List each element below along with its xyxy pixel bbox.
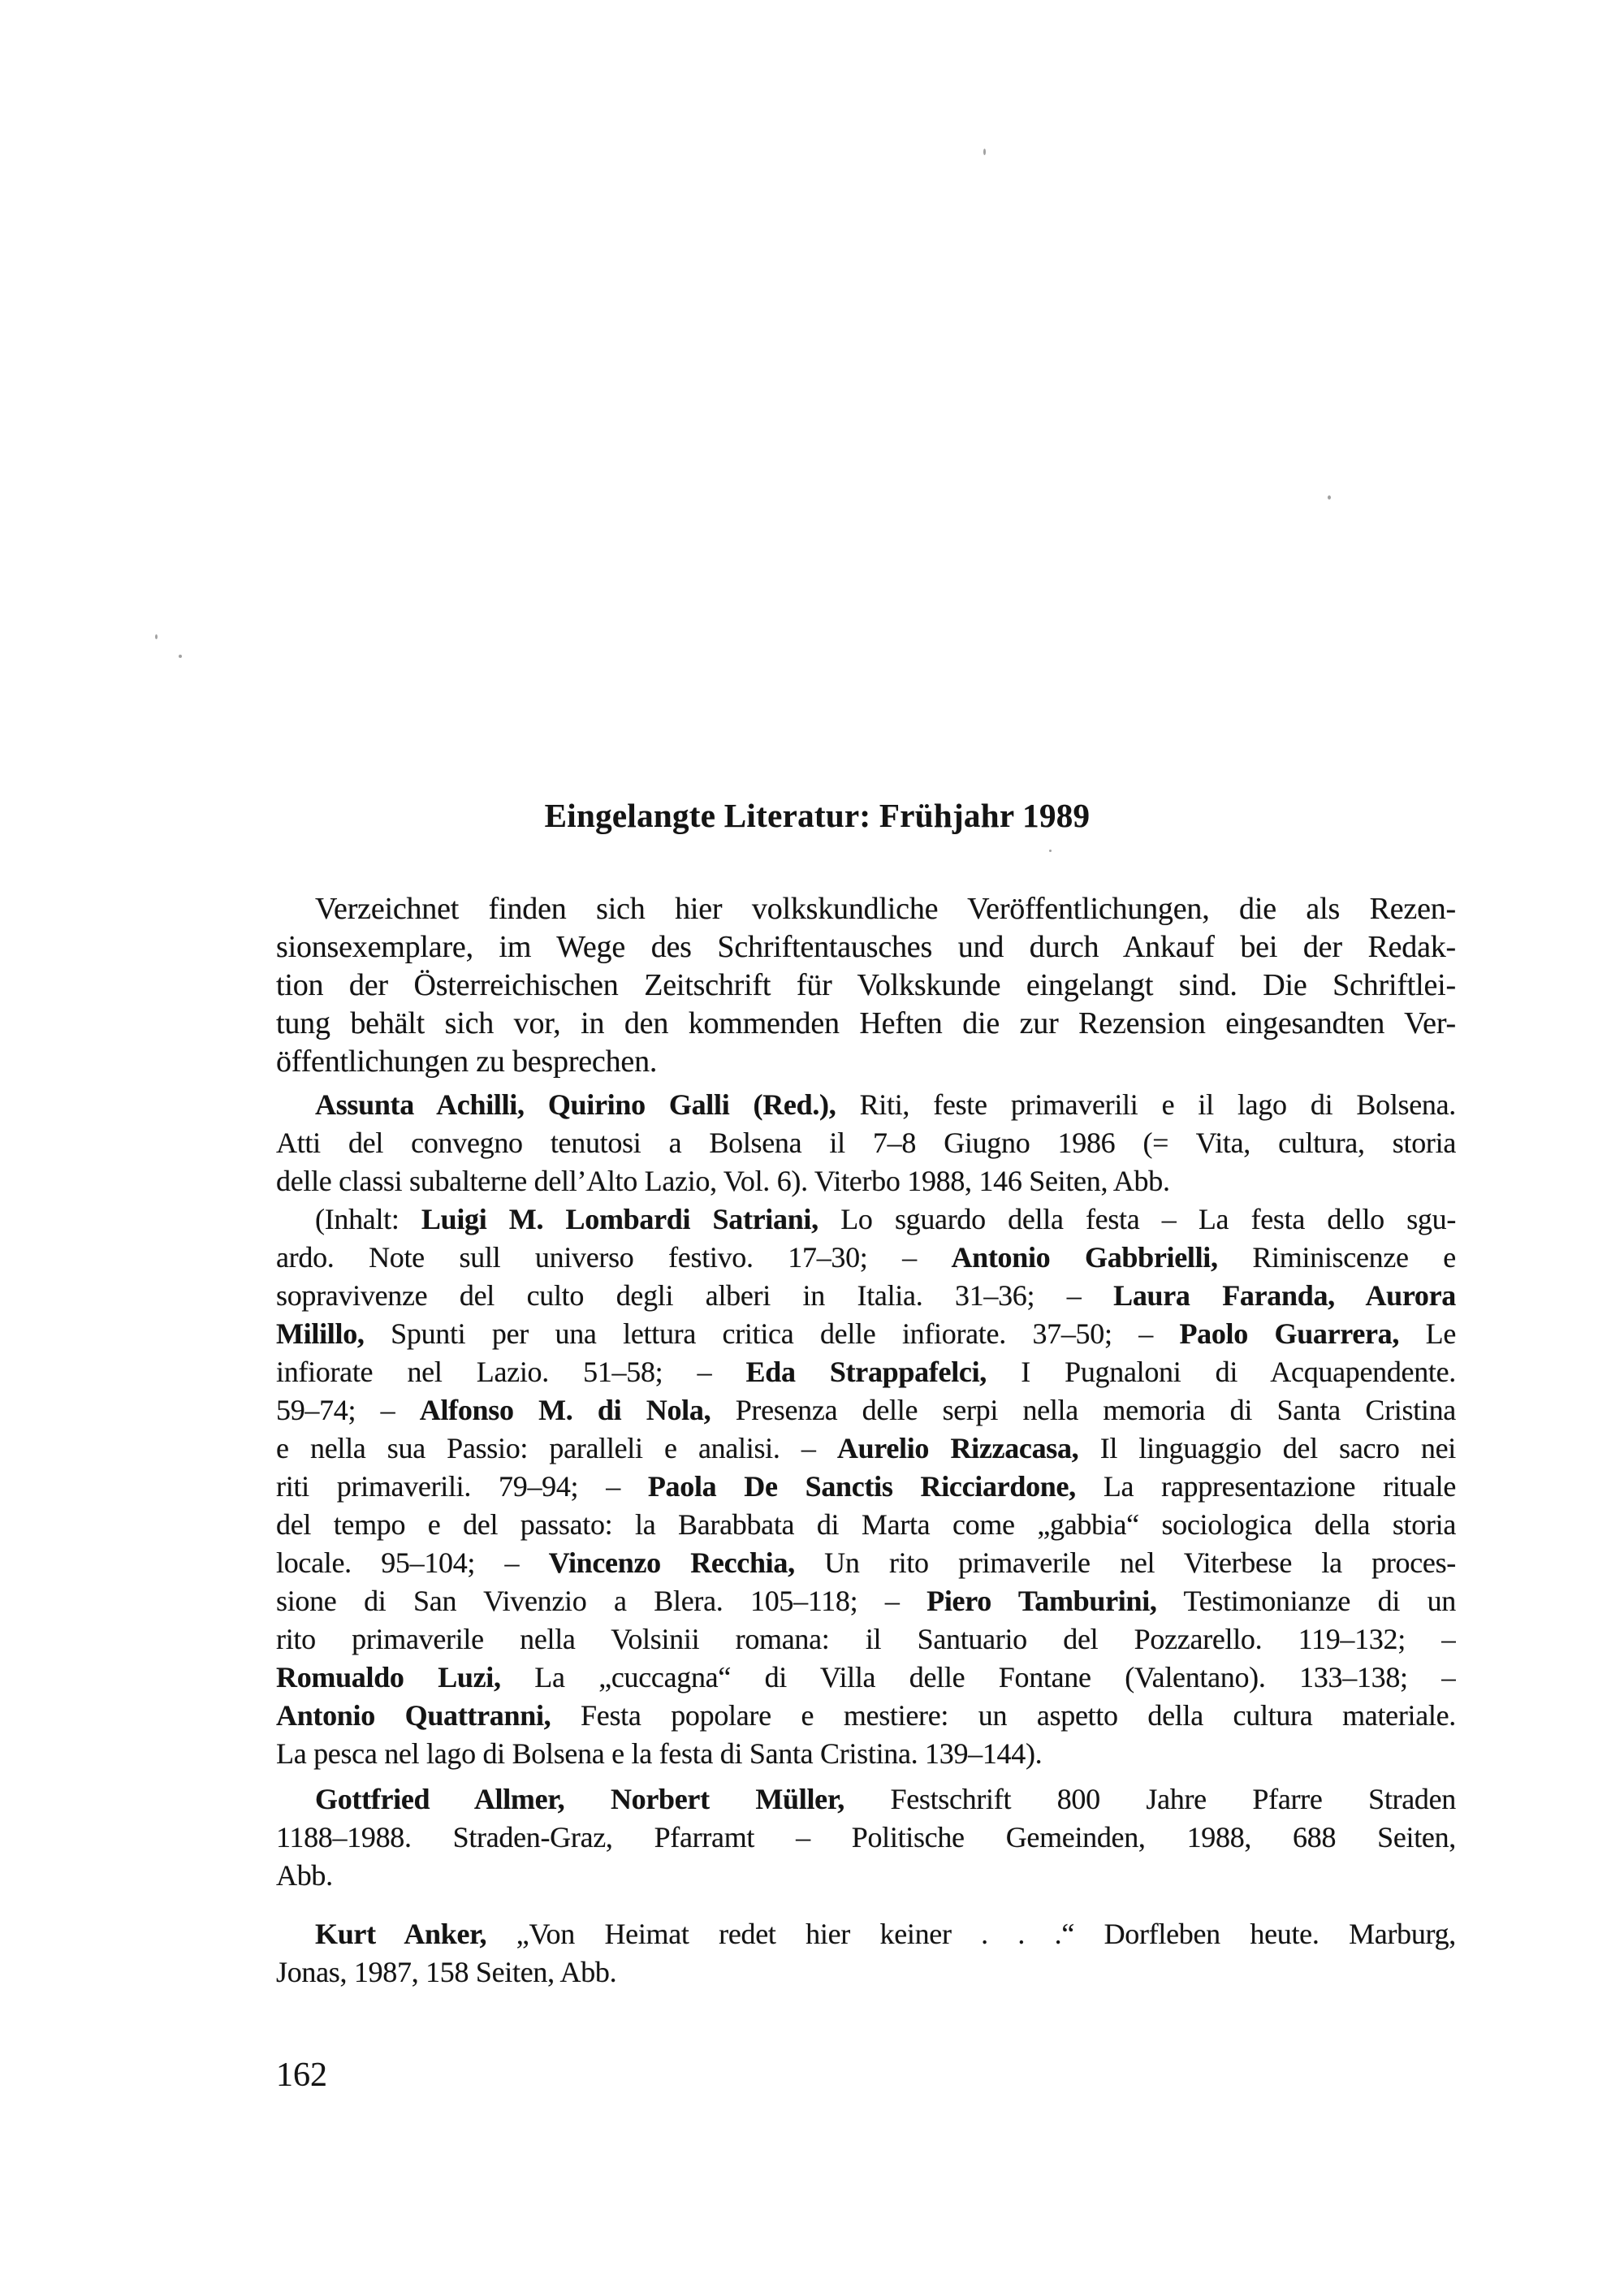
paragraph-entry-anker	[276, 1915, 1456, 1992]
text-segment: riti primaverili. 79–94; –	[276, 1470, 648, 1503]
author-name: Antonio Gabbrielli,	[951, 1241, 1218, 1274]
text-segment: del tempo e del passato: la Barabbata di Marta come „gabbia“ sociologica della storia	[276, 1508, 1456, 1541]
text-segment: sopravivenze del culto degli alberi in Italia. 31–36; –	[276, 1279, 1114, 1312]
paragraph-entry-inhalt	[276, 1200, 1456, 1773]
text-segment: Lo sguardo della festa – La festa dello sgu-	[818, 1203, 1456, 1235]
text-segment: I Pugnaloni di Acquapendente.	[986, 1356, 1456, 1388]
author-name: Laura Faranda, Aurora	[1113, 1279, 1456, 1312]
text-segment: locale. 95–104; –	[276, 1546, 549, 1579]
text-line	[276, 928, 1456, 967]
text-segment: Festschrift 800 Jahre Pfarre Straden	[844, 1783, 1456, 1815]
text-line	[276, 1697, 1456, 1735]
text-segment: tung behält sich vor, in den kommenden Heften die zur Rezension eingesandten Ver-	[276, 1006, 1456, 1040]
text-segment: öffentlichungen zu besprechen.	[276, 1045, 658, 1079]
text-segment: Il linguaggio del sacro nei	[1078, 1432, 1456, 1464]
text-segment: Atti del convegno tenutosi a Bolsena il 7–8 Giugno 1986 (= Vita, cultura, storia	[276, 1127, 1456, 1159]
text-line	[276, 1857, 1456, 1895]
text-line	[276, 1239, 1456, 1277]
author-name: Antonio Quattranni,	[276, 1699, 551, 1732]
author-name: Gottfried Allmer, Norbert Müller,	[315, 1783, 844, 1815]
text-segment: La pesca nel lago di Bolsena e la festa di Santa Cristina. 139–144).	[276, 1737, 1043, 1770]
page-number: 162	[276, 2057, 327, 2094]
text-segment: delle classi subalterne dell’Alto Lazio, Vol. 6). Viterbo 1988, 146 Seiten, Abb.	[276, 1165, 1170, 1197]
text-line	[276, 1353, 1456, 1391]
text-segment: tion der Österreichischen Zeitschrift für Volkskunde eingelangt sind. Die Schriftlei-	[276, 968, 1456, 1002]
text-segment: 1188–1988. Straden-Graz, Pfarramt – Politische Gemeinden, 1988, 688 Seiten,	[276, 1821, 1456, 1853]
text-segment: Festa popolare e mestiere: un aspetto della cultura materiale.	[551, 1699, 1456, 1732]
text-line	[276, 1124, 1456, 1162]
text-block	[276, 890, 1456, 1992]
text-line	[276, 1915, 1456, 1953]
text-segment: Jonas, 1987, 158 Seiten, Abb.	[276, 1956, 617, 1988]
paragraph-intro	[276, 890, 1456, 1081]
text-line	[276, 1468, 1456, 1506]
text-line	[276, 967, 1456, 1005]
text-line	[276, 1953, 1456, 1992]
scan-speck	[155, 634, 158, 639]
text-segment: infiorate nel Lazio. 51–58; –	[276, 1356, 746, 1388]
text-line	[276, 1086, 1456, 1124]
scan-speck	[983, 149, 986, 155]
text-line	[276, 1277, 1456, 1315]
text-segment: sione di San Vivenzio a Blera. 105–118; –	[276, 1585, 927, 1617]
text-segment: „Von Heimat redet hier keiner . . .“ Dorfleben heute. Marburg,	[486, 1918, 1456, 1950]
author-name: Alfonso M. di Nola,	[419, 1394, 711, 1426]
text-segment: 59–74; –	[276, 1394, 420, 1426]
author-name: Assunta Achilli, Quirino Galli (Red.),	[315, 1088, 836, 1121]
author-name: Milillo,	[276, 1317, 365, 1350]
text-line	[276, 1582, 1456, 1620]
text-segment: Verzeichnet finden sich hier volkskundliche Veröffentlichungen, die als Rezen-	[315, 892, 1456, 926]
text-line	[276, 1162, 1456, 1200]
text-segment: (Inhalt:	[315, 1203, 421, 1235]
author-name: Paola De Sanctis Ricciardone,	[647, 1470, 1076, 1503]
author-name: Aurelio Rizzacasa,	[836, 1432, 1079, 1464]
scan-speck	[1049, 850, 1052, 852]
author-name: Piero Tamburini,	[926, 1585, 1157, 1617]
text-line	[276, 1819, 1456, 1857]
text-line	[276, 1043, 1456, 1081]
text-line	[276, 1544, 1456, 1582]
author-name: Kurt Anker,	[315, 1918, 487, 1950]
text-line	[276, 890, 1456, 928]
text-line	[276, 1391, 1456, 1429]
text-line	[276, 1429, 1456, 1468]
author-name: Eda Strappafelci,	[745, 1356, 987, 1388]
text-segment: Spunti per una lettura critica delle infiorate. 37–50; –	[364, 1317, 1180, 1350]
text-segment: Testimonianze di un	[1156, 1585, 1456, 1617]
paragraph-entry-allmer-mueller	[276, 1780, 1456, 1895]
text-line	[276, 1200, 1456, 1239]
text-segment: Riti, feste primaverili e il lago di Bolsena.	[836, 1088, 1456, 1121]
author-name: Romualdo Luzi,	[276, 1661, 501, 1693]
author-name: Luigi M. Lombardi Satriani,	[421, 1203, 818, 1235]
text-line	[276, 1315, 1456, 1353]
text-line	[276, 1780, 1456, 1819]
text-segment: La rappresentazione rituale	[1075, 1470, 1456, 1503]
text-segment: Riminiscenze e	[1217, 1241, 1456, 1274]
text-line	[276, 1506, 1456, 1544]
text-segment: La „cuccagna“ di Villa delle Fontane (Valentano). 133–138; –	[500, 1661, 1456, 1693]
text-segment: Un rito primaverile nel Viterbese la proces-	[794, 1546, 1456, 1579]
text-segment: rito primaverile nella Volsinii romana: il Santuario del Pozzarello. 119–132; –	[276, 1623, 1456, 1655]
text-line	[276, 1735, 1456, 1773]
author-name: Vincenzo Recchia,	[548, 1546, 795, 1579]
text-segment: Abb.	[276, 1859, 333, 1892]
text-line	[276, 1659, 1456, 1697]
paragraph-entry-achilli-galli	[276, 1086, 1456, 1200]
text-line	[276, 1005, 1456, 1043]
text-segment: Le	[1399, 1317, 1456, 1350]
text-segment: Presenza delle serpi nella memoria di Santa Cristina	[710, 1394, 1456, 1426]
text-line	[276, 1620, 1456, 1659]
text-segment: e nella sua Passio: paralleli e analisi. –	[276, 1432, 837, 1464]
page-title: Eingelangte Literatur: Frühjahr 1989	[544, 797, 1091, 834]
author-name: Paolo Guarrera,	[1179, 1317, 1400, 1350]
text-segment: sionsexemplare, im Wege des Schriftentausches und durch Ankauf bei der Redak-	[276, 930, 1456, 964]
scan-speck	[1328, 495, 1331, 500]
text-segment: ardo. Note sull universo festivo. 17–30; –	[276, 1241, 952, 1274]
scan-speck	[179, 655, 182, 658]
